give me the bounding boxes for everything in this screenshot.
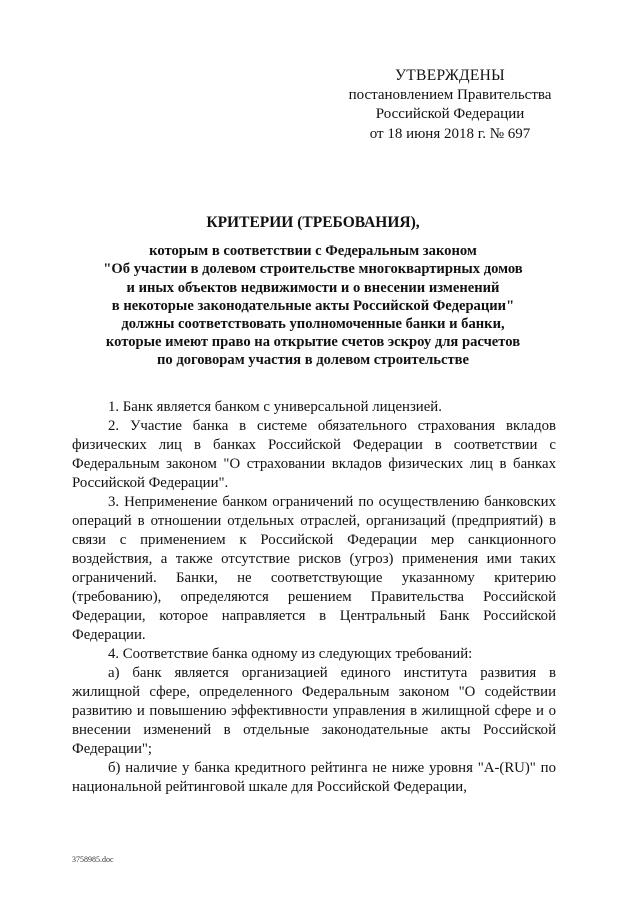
paragraph-item-3: 3. Неприменение банком ограничений по осуществлению банковских операций в отношении отдельных отраслей, организаций (предприятий) в связи с применением к Российской Федерации мер санкционного воздействия, а также отсутствие рисков (угроз) применения ими таких ограничений. Банки, не соответствующие указанному критерию (требованию), определяются решением Правительства Российской Федерации, которое направляется в Центральный Банк Российской Федерации.	[72, 494, 556, 643]
title-line: должны соответствовать уполномоченные банки и банки,	[121, 316, 505, 333]
title-line: "Об участии в долевом строительстве многоквартирных домов	[103, 261, 523, 278]
paragraph-item-4: 4. Соответствие банка одному из следующих требований:	[108, 646, 473, 662]
approval-block	[340, 66, 560, 144]
title-line: которым в соответствии с Федеральным законом	[149, 243, 477, 260]
paragraph-subitem-b: б) наличие у банка кредитного рейтинга не ниже уровня "A-(RU)" по национальной рейтинговой шкале для Российской Федерации,	[72, 760, 556, 795]
document-body	[72, 398, 556, 797]
approval-line: Российской Федерации	[375, 106, 525, 122]
title-line: по договорам участия в долевом строительстве	[156, 352, 469, 369]
title-heading: КРИТЕРИИ (ТРЕБОВАНИЯ),	[206, 214, 420, 231]
approval-heading: УТВЕРЖДЕНЫ	[395, 67, 505, 84]
paragraph-item-1: 1. Банк является банком с универсальной лицензией.	[108, 399, 442, 415]
title-line: в некоторые законодательные акты Российской Федерации"	[111, 297, 515, 314]
file-name-footer: 3758985.doc	[72, 855, 114, 864]
title-line: которые имеют право на открытие счетов эскроу для расчетов	[105, 334, 521, 351]
paragraph-subitem-a: а) банк является организацией единого института развития в жилищной сфере, определенного Федеральным законом "О содействии развитию и повышению эффективности управления в жилищной сфере и о внесении изменений в отдельные законодательные акты Российской Федерации";	[72, 665, 556, 757]
paragraph-item-2: 2. Участие банка в системе обязательного страхования вкладов физических лиц в банках Российской Федерации в соответствии с Федеральным законом "О страховании вкладов физических лиц в банках Российской Федерации".	[72, 418, 556, 491]
title-line: и иных объектов недвижимости и о внесении изменений	[126, 279, 500, 296]
approval-date-line: от 18 июня 2018 г. № 697	[369, 125, 531, 142]
approval-line: постановлением Правительства	[348, 86, 552, 103]
document-title	[70, 214, 556, 370]
